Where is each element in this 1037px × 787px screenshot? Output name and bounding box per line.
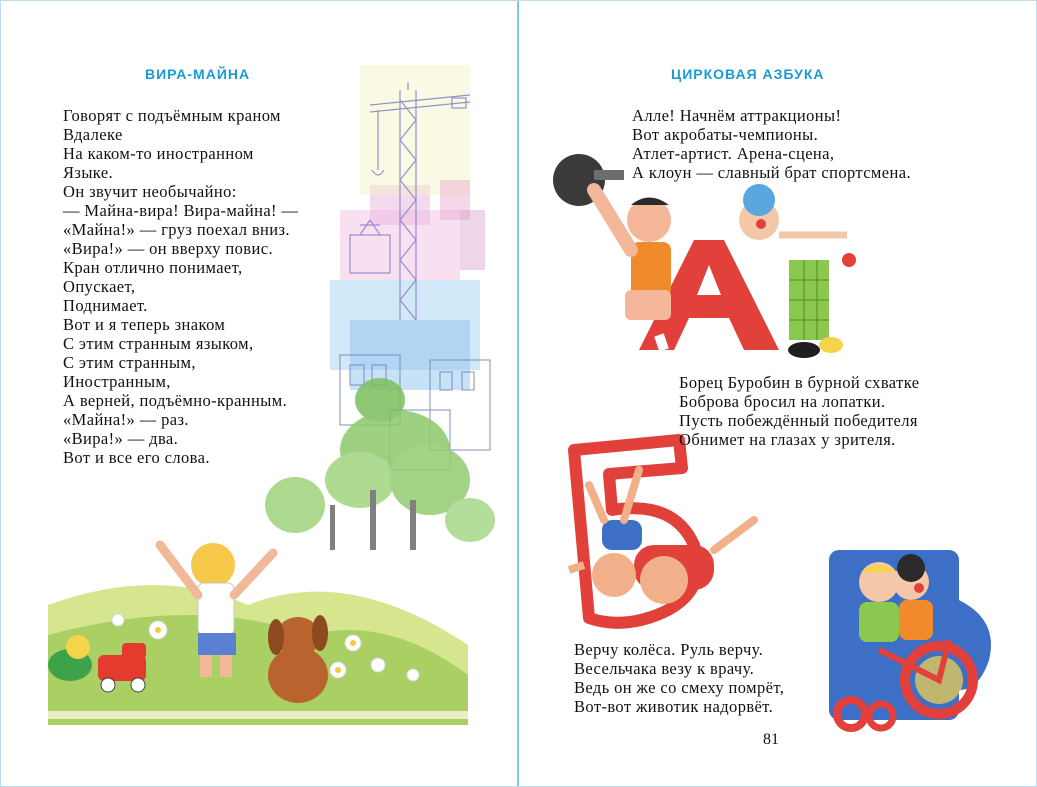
stanza-v-line: Вот-вот животик надорвёт. [574,697,774,716]
stanza-a-line: Атлет-артист. Арена-сцена, [632,144,835,163]
left-poem-line: «Майна!» — раз. [63,410,189,429]
left-poem-line: Иностранным, [63,372,171,391]
stanza-b-line: Обнимет на глазах у зрителя. [679,430,896,449]
stanza-b-text [679,373,919,449]
stanza-v-line: Ведь он же со смеху помрёт, [574,678,785,697]
left-poem-line: Вдалеке [63,125,123,144]
left-page [0,0,518,787]
left-poem-line: С этим странным, [63,353,196,372]
stanza-b-line: Пусть побеждённый победителя [679,411,918,430]
left-poem-line: «Вира!» — два. [63,429,179,448]
left-poem-line: Он звучит необычайно: [63,182,237,201]
page-number: 81 [763,731,779,748]
stanza-b-line: Борец Буробин в бурной схватке [679,373,920,392]
left-poem-line: На каком-то иностранном [63,144,254,163]
left-poem-line: А верней, подъёмно-кранным. [63,391,288,410]
left-poem-line: Кран отлично понимает, [63,258,243,277]
stanza-v-line: Верчу колёса. Руль верчу. [574,640,764,659]
left-poem-line: С этим странным языком, [63,334,254,353]
crane-city-illustration [300,60,500,580]
left-poem-line: Вот и все его слова. [63,448,210,467]
left-poem-line: Вот и я теперь знаком [63,315,226,334]
left-poem-line: — Майна-вира! Вира-майна! — [63,201,299,220]
left-poem-line: Говорят с подъёмным краном [63,106,281,125]
stanza-a-line: Вот акробаты-чемпионы. [632,125,819,144]
stanza-a-text [632,106,911,182]
stanza-a-line: А клоун — славный брат спортсмена. [632,163,911,182]
stanza-b-line: Боброва бросил на лопатки. [679,392,886,411]
left-poem-line: Языке. [63,163,114,182]
left-poem-text [63,106,298,467]
left-poem-line: «Вира!» — он вверху повис. [63,239,273,258]
stanza-v-text [574,640,784,716]
left-poem-line: Опускает, [63,277,136,296]
stanza-v-line: Весельчака везу к врачу. [574,659,755,678]
letter-v-bicycle-illustration [819,540,1034,740]
letter-b-wrestlers-illustration [564,430,794,630]
left-poem-line: «Майна!» — груз поехал вниз. [63,220,290,239]
right-page [519,0,1037,787]
left-poem-title: ВИРА-МАЙНА [145,66,251,82]
letter-a-strongman-clown-illustration [549,150,859,365]
right-poem-title: ЦИРКОВАЯ АЗБУКА [671,66,825,82]
stanza-a-line: Алле! Начнём аттракционы! [632,106,842,125]
left-poem-line: Поднимает. [63,296,148,315]
boy-dog-hill-illustration [48,525,468,725]
